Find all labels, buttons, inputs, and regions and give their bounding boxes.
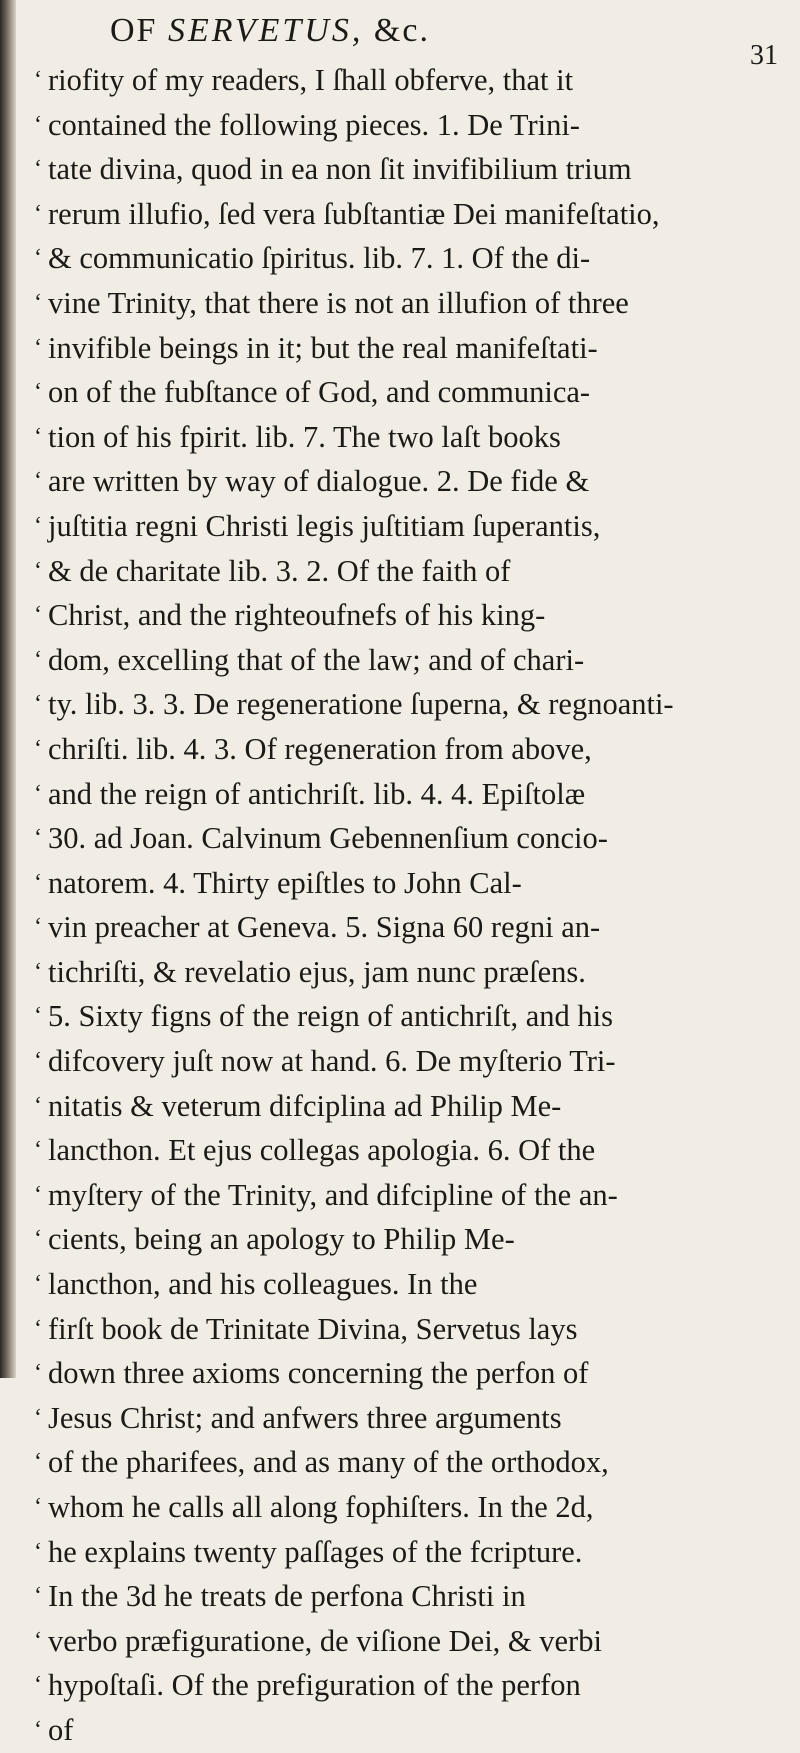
line-text: natorem. 4. Thirty epiſtles to John Cal- (48, 865, 522, 900)
text-line (34, 861, 768, 906)
line-text: cients, being an apology to Philip Me- (48, 1222, 515, 1257)
line-text: hypoſtaſi. Of the prefiguration of the perfon (48, 1668, 581, 1703)
line-text: 30. ad Joan. Calvinum Gebennenſium concio- (48, 821, 608, 856)
quote-mark: ‘ (34, 780, 42, 807)
quote-mark: ‘ (34, 468, 42, 495)
text-line (34, 192, 768, 237)
line-text: and the reign of antichriſt. lib. 4. 4. Epiſtolæ (48, 776, 586, 811)
line-text: firſt book de Trinitate Divina, Servetus lays (48, 1311, 578, 1346)
text-line (34, 905, 768, 950)
text-line (34, 1574, 768, 1619)
text-line (34, 147, 768, 192)
quote-mark: ‘ (34, 1315, 42, 1342)
quote-mark: ‘ (34, 735, 42, 762)
text-line (34, 549, 768, 594)
line-text: myſtery of the Trinity, and difcipline of the an- (48, 1177, 618, 1212)
text-line (34, 1128, 768, 1173)
quote-mark: ‘ (34, 1048, 42, 1075)
quote-mark: ‘ (34, 1404, 42, 1431)
text-line (34, 370, 768, 415)
line-text: lancthon, and his colleagues. In the (48, 1267, 478, 1302)
line-text: on of the fubſtance of God, and communica- (48, 375, 591, 410)
quote-mark: ‘ (34, 825, 42, 852)
quote-mark: ‘ (34, 557, 42, 584)
line-text: Christ, and the righteoufnefs of his king- (48, 598, 546, 633)
text-line (34, 1084, 768, 1129)
line-text: & de charitate lib. 3. 2. Of the faith of (48, 553, 511, 588)
quote-mark: ‘ (34, 289, 42, 316)
text-line (34, 1039, 768, 1084)
line-text: rerum illufio, ſed vera ſubſtantiæ Dei manifeſtatio, (48, 196, 660, 231)
line-text: & communicatio ſpiritus. lib. 7. 1. Of the di- (48, 241, 591, 276)
quote-mark: ‘ (34, 1583, 42, 1610)
line-text: vine Trinity, that there is not an illufion of three (48, 285, 629, 320)
text-line (34, 1440, 768, 1485)
line-text: In the 3d he treats de perfona Christi in (48, 1579, 526, 1614)
quote-mark: ‘ (34, 1449, 42, 1476)
text-line (34, 459, 768, 504)
line-text: difcovery juſt now at hand. 6. De myſterio Tri- (48, 1044, 616, 1079)
text-line (34, 1663, 768, 1708)
text-line (34, 593, 768, 638)
text-line (34, 816, 768, 861)
quote-mark: ‘ (34, 1360, 42, 1387)
quote-mark: ‘ (34, 958, 42, 985)
line-text: tion of his fpirit. lib. 7. The two laſt books (48, 419, 561, 454)
line-text: of (48, 1712, 74, 1747)
quote-mark: ‘ (34, 1627, 42, 1654)
quote-mark: ‘ (34, 691, 42, 718)
line-text: he explains twenty paſſages of the fcripture. (48, 1534, 583, 1569)
text-line (34, 1307, 768, 1352)
quote-mark: ‘ (34, 1271, 42, 1298)
line-text: verbo præfiguratione, de viſione Dei, & verbi (48, 1623, 602, 1658)
quote-mark: ‘ (34, 1716, 42, 1743)
line-text: of the pharifees, and as many of the orthodox, (48, 1445, 609, 1480)
text-line (34, 1351, 768, 1396)
quote-mark: ‘ (34, 869, 42, 896)
quote-mark: ‘ (34, 1181, 42, 1208)
quote-mark: ‘ (34, 200, 42, 227)
line-text: down three axioms concerning the perfon of (48, 1356, 589, 1391)
quote-mark: ‘ (34, 111, 42, 138)
quote-mark: ‘ (34, 1494, 42, 1520)
text-line (34, 415, 768, 460)
line-text: chriſti. lib. 4. 3. Of regeneration from above, (48, 731, 592, 766)
text-line (34, 772, 768, 817)
quote-mark: ‘ (34, 1137, 42, 1164)
text-line (34, 326, 768, 371)
text-line (34, 58, 768, 103)
text-line (34, 994, 768, 1039)
running-title-name: SERVETUS, (167, 12, 364, 49)
text-line (34, 1708, 768, 1753)
quote-mark: ‘ (34, 1538, 42, 1565)
line-text: dom, excelling that of the law; and of chari- (48, 642, 585, 677)
quote-mark: ‘ (34, 67, 42, 93)
line-text: Jesus Christ; and anfwers three arguments (48, 1400, 562, 1435)
line-text: ty. lib. 3. 3. De regeneratione ſuperna, & regnoanti- (48, 687, 674, 722)
text-line (34, 1217, 768, 1262)
running-title-prefix: OF (110, 12, 168, 49)
text-line (34, 1485, 768, 1530)
line-text: contained the following pieces. 1. De Trini- (48, 107, 580, 142)
line-text: 5. Sixty figns of the reign of antichriſt, and his (48, 999, 614, 1034)
text-line (34, 1530, 768, 1575)
text-line (34, 1396, 768, 1441)
quote-mark: ‘ (34, 156, 42, 183)
quote-mark: ‘ (34, 1003, 42, 1030)
quote-mark: ‘ (34, 245, 42, 272)
line-text: tichriſti, & revelatio ejus, jam nunc præſens. (48, 954, 586, 989)
page-number: 31 (750, 40, 778, 71)
text-line (34, 1262, 768, 1307)
running-title-suffix: &c. (363, 12, 430, 49)
text-line (34, 504, 768, 549)
line-text: lancthon. Et ejus collegas apologia. 6. Of the (48, 1133, 596, 1168)
line-text: whom he calls all along fophiſters. In the 2d, (48, 1490, 594, 1524)
quote-mark: ‘ (34, 423, 42, 450)
line-text: tate divina, quod in ea non ſit invifibilium trium (48, 152, 632, 187)
text-line (34, 236, 768, 281)
text-line (34, 638, 768, 683)
quote-mark: ‘ (34, 1226, 42, 1253)
line-text: are written by way of dialogue. 2. De fide & (48, 464, 590, 499)
quote-mark: ‘ (34, 1092, 42, 1119)
line-text: riofity of my readers, I ſhall obferve, that it (48, 63, 574, 97)
quote-mark: ‘ (34, 1672, 42, 1699)
text-line (34, 1619, 768, 1664)
line-text: invifible beings in it; but the real manifeſtati- (48, 330, 598, 365)
body-text (34, 58, 768, 1753)
quote-mark: ‘ (34, 602, 42, 629)
line-text: juſtitia regni Christi legis juſtitiam ſuperantis, (48, 508, 601, 543)
quote-mark: ‘ (34, 379, 42, 406)
text-line (34, 950, 768, 995)
quote-mark: ‘ (34, 914, 42, 941)
text-line (34, 281, 768, 326)
running-header (110, 12, 710, 50)
line-text: nitatis & veterum difciplina ad Philip Me- (48, 1088, 562, 1123)
quote-mark: ‘ (34, 334, 42, 361)
book-gutter-shadow (0, 0, 16, 1378)
text-line (34, 103, 768, 148)
text-line (34, 682, 768, 727)
quote-mark: ‘ (34, 646, 42, 673)
line-text: vin preacher at Geneva. 5. Signa 60 regni an- (48, 910, 601, 945)
text-line (34, 727, 768, 772)
text-line (34, 1173, 768, 1218)
quote-mark: ‘ (34, 512, 42, 539)
